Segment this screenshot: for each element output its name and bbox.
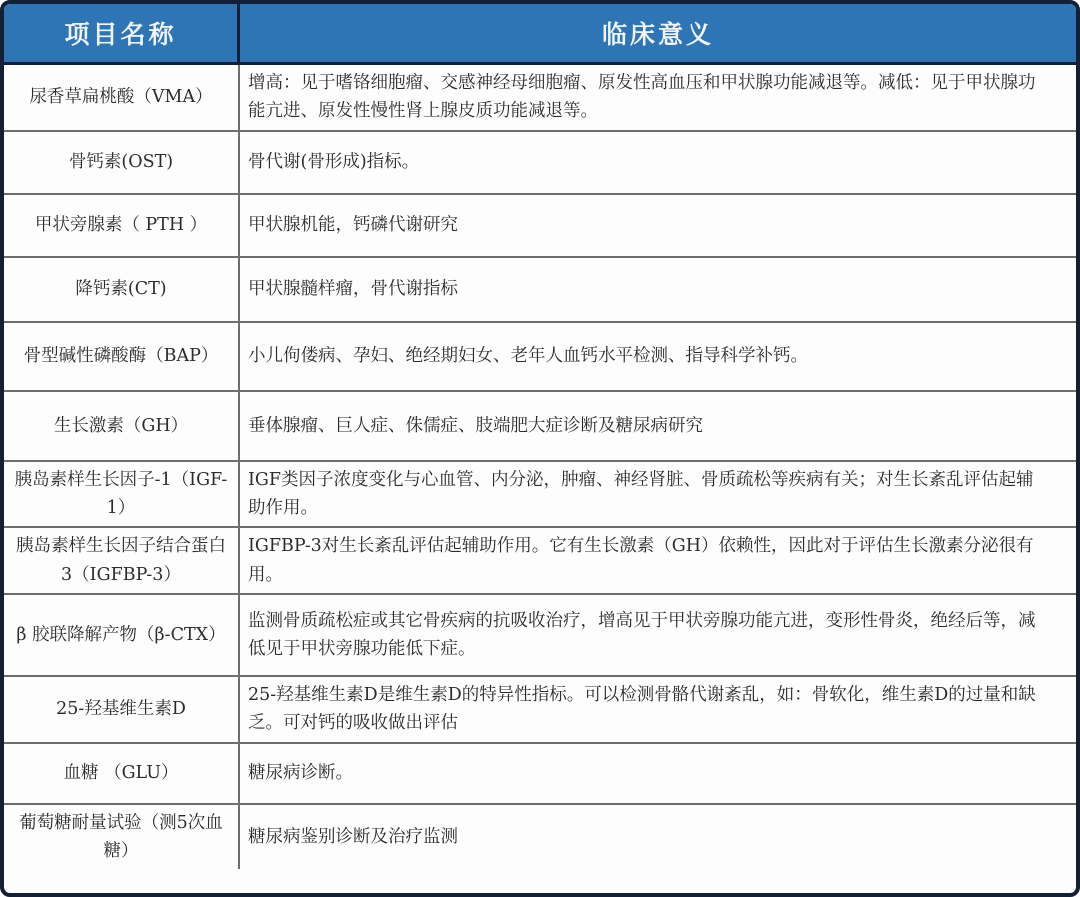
item-name-cell: 25-羟基维生素D xyxy=(4,677,240,742)
item-name-cell: 尿香草扁桃酸（VMA） xyxy=(4,65,240,130)
column-header-clinical-significance: 临床意义 xyxy=(601,20,714,49)
item-name-cell: 骨型碱性磷酸酶（BAP） xyxy=(4,323,240,390)
clinical-meaning-cell: 甲状腺机能，钙磷代谢研究 xyxy=(248,215,458,236)
clinical-meaning-cell: 骨代谢(骨形成)指标。 xyxy=(248,152,420,173)
item-name-cell: 甲状旁腺素（ PTH ） xyxy=(4,195,240,256)
table-row xyxy=(4,390,1076,460)
table-row xyxy=(4,321,1076,390)
clinical-meaning-cell: 糖尿病鉴别诊断及治疗监测 xyxy=(248,826,458,847)
table-row xyxy=(4,256,1076,321)
item-name-cell: 胰岛素样生长因子结合蛋白3（IGFBP-3） xyxy=(4,528,240,593)
column-header-item-name: 项目名称 xyxy=(4,4,240,62)
clinical-meaning-cell: 监测骨质疏松症或其它骨疾病的抗吸收治疗，增高见于甲状旁腺功能亢进，变形性骨炎，绝经后等，减低见于甲状旁腺功能低下症。 xyxy=(248,610,1036,660)
table-row xyxy=(4,460,1076,527)
clinical-meaning-cell: IGFBP-3对生长紊乱评估起辅助作用。它有生长激素（GH）依赖性，因此对于评估生长激素分泌很有用。 xyxy=(248,536,1034,585)
clinical-meaning-cell: 甲状腺髓样瘤，骨代谢指标 xyxy=(248,279,458,300)
item-name-cell: 生长激素（GH） xyxy=(4,392,240,460)
item-name-cell: β 胶联降解产物（β-CTX） xyxy=(4,595,240,675)
clinical-meaning-cell: 糖尿病诊断。 xyxy=(248,763,353,784)
item-name-cell: 降钙素(CT) xyxy=(4,258,240,321)
table-row xyxy=(4,526,1076,593)
clinical-meaning-cell: IGF类因子浓度变化与心血管、内分泌，肿瘤、神经肾脏、骨质疏松等疾病有关；对生长紊乱评估起辅助作用。 xyxy=(248,469,1034,519)
item-name-cell: 葡萄糖耐量试验（测5次血糖） xyxy=(4,805,240,870)
table-row xyxy=(4,65,1076,130)
clinical-meaning-cell: 25-羟基维生素D是维生素D的特异性指标。可以检测骨骼代谢紊乱，如：骨软化，维生素D的过量和缺乏。可对钙的吸收做出评估 xyxy=(248,685,1036,734)
clinical-meaning-cell: 垂体腺瘤、巨人症、侏儒症、肢端肥大症诊断及糖尿病研究 xyxy=(248,415,703,436)
table-row xyxy=(4,803,1076,870)
table-header-row xyxy=(4,4,1076,65)
item-name-cell: 胰岛素样生长因子-1（IGF-1） xyxy=(4,462,240,527)
clinical-meaning-cell: 小儿佝偻病、孕妇、绝经期妇女、老年人血钙水平检测、指导科学补钙。 xyxy=(248,346,808,367)
table-row xyxy=(4,193,1076,256)
clinical-meaning-cell: 增高：见于嗜铬细胞瘤、交感神经母细胞瘤、原发性高血压和甲状腺功能减退等。减低：见于甲状腺功能亢进、原发性慢性肾上腺皮质功能减退等。 xyxy=(248,73,1036,122)
table-row xyxy=(4,593,1076,675)
table-row xyxy=(4,742,1076,803)
table-row xyxy=(4,130,1076,193)
item-name-cell: 血糖 （GLU） xyxy=(4,744,240,803)
table-row xyxy=(4,675,1076,742)
item-name-cell: 骨钙素(OST) xyxy=(4,132,240,193)
